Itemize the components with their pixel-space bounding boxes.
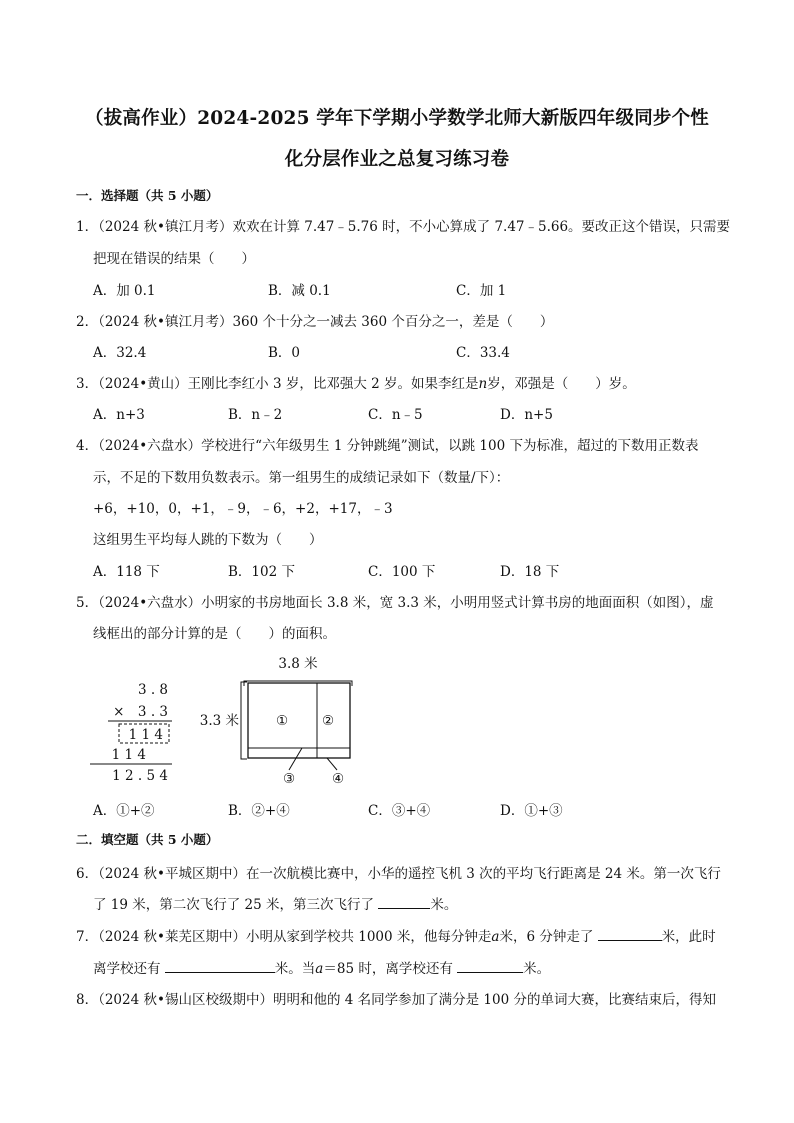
q4-option-b: B．102 下 xyxy=(228,564,295,580)
calc-partial-2: 1 1 4 xyxy=(111,747,146,763)
width-bracket xyxy=(244,681,352,686)
q1-stem-line-2: 把现在错误的结果（ ） xyxy=(93,251,255,267)
q7-line2-post: 米。 xyxy=(523,961,551,977)
q3-option-c: C．n﹣5 xyxy=(368,407,423,423)
q7-stem-line-1 xyxy=(76,925,716,945)
q4-option-d: D．18 下 xyxy=(500,564,560,580)
q5-stem-line-1: 5．（2024•六盘水）小明家的书房地面长 3.8 米，宽 3.3 米，小明用竖式计算书房的地面面积（如图），虚 xyxy=(76,595,714,611)
region-2-label: ② xyxy=(321,713,335,729)
q7-stem-line-2 xyxy=(93,957,550,977)
calc-partial-1: 1 1 4 xyxy=(128,727,163,743)
region-4-label: ④ xyxy=(331,771,345,787)
section-1-heading: 一．选择题（共 5 小题） xyxy=(76,188,219,203)
q3-variable: n xyxy=(478,376,488,392)
q7-variable-a-2: a xyxy=(315,961,324,977)
height-bracket xyxy=(241,682,247,759)
height-label: 3.3 米 xyxy=(199,713,239,729)
q3-option-a: A．n+3 xyxy=(93,407,145,423)
q3-stem-line-1 xyxy=(76,372,636,392)
width-label: 3.8 米 xyxy=(278,656,318,672)
q7-line1-pre: 7．（2024 秋•莱芜区期中）小明从家到学校共 1000 米，他每分钟走 xyxy=(76,929,492,945)
q1-option-b: B．减 0.1 xyxy=(268,283,331,299)
calc-product: 1 2 . 5 4 xyxy=(112,768,168,784)
q3-stem-post: 岁，邓强是（ ）岁。 xyxy=(487,376,636,392)
q7-line1-mid: 米，6 分钟走了 xyxy=(499,929,594,945)
calc-row-multiplier: × 3 . 3 xyxy=(113,704,168,720)
leader-3 xyxy=(289,748,302,770)
region-3-label: ③ xyxy=(282,771,296,787)
q2-option-b: B．0 xyxy=(268,345,301,361)
q4-stem-line-1: 4．（2024•六盘水）学校进行“六年级男生 1 分钟跳绳”测试，以跳 100 下为标准，超过的下数用正数表 xyxy=(76,438,699,454)
section-2-heading: 二．填空题（共 5 小题） xyxy=(76,832,219,847)
q5-option-d: D．①+③ xyxy=(500,803,563,819)
q3-stem-pre: 3．（2024•黄山）王刚比李红小 3 岁，比邓强大 2 岁。如果李红是 xyxy=(76,376,479,392)
q5-option-c: C．③+④ xyxy=(368,803,431,819)
page-title-line-1: （拔高作业）2024-2025 学年下学期小学数学北师大新版四年级同步个性 xyxy=(85,108,709,129)
q2-option-a: A．32.4 xyxy=(93,345,147,361)
q5-vertical-calculation xyxy=(90,682,172,784)
q4-stem-line-4: 这组男生平均每人跳的下数为（ ） xyxy=(93,532,323,548)
q1-option-a: A．加 0.1 xyxy=(93,283,156,299)
q4-data-line: +6，+10，0，+1，﹣9，﹣6，+2，+17，﹣3 xyxy=(93,501,393,517)
q7-line2-pre: 离学校还有 xyxy=(93,961,161,977)
q6-line2-pre: 了 19 米，第二次飞行了 25 米，第三次飞行了 xyxy=(93,897,375,913)
q7-line1-post: 米，此时 xyxy=(661,929,716,945)
floor-rectangle xyxy=(248,683,350,758)
q3-option-b: B．n﹣2 xyxy=(228,407,283,423)
q6-stem-line-2 xyxy=(93,893,457,913)
q5-stem-line-2: 线框出的部分计算的是（ ）的面积。 xyxy=(93,626,336,642)
q3-option-d: D．n+5 xyxy=(500,407,553,423)
q4-option-a: A．118 下 xyxy=(93,564,160,580)
q5-option-a: A．①+② xyxy=(93,803,155,819)
q7-answer-blank-3[interactable] xyxy=(457,959,523,973)
q7-answer-blank-2[interactable] xyxy=(165,959,275,973)
q7-variable-a: a xyxy=(491,929,500,945)
calc-row-multiplicand: 3 . 8 xyxy=(137,682,168,698)
q6-answer-blank[interactable] xyxy=(378,895,430,909)
q7-line2-mid1: 米。当 xyxy=(274,961,316,977)
region-1-label: ① xyxy=(275,713,289,729)
calc-dashed-box xyxy=(119,724,169,743)
q5-diagram-labels xyxy=(200,655,344,787)
q7-answer-blank-1[interactable] xyxy=(598,927,662,941)
q1-option-c: C．加 1 xyxy=(456,283,507,299)
q4-stem-line-2: 示，不足的下数用负数表示。第一组男生的成绩记录如下（数量/下）： xyxy=(93,470,510,486)
q2-stem-line-1: 2．（2024 秋•镇江月考）360 个十分之一减去 360 个百分之一，差是（ ） xyxy=(76,314,554,330)
q5-option-b: B．②+④ xyxy=(228,803,290,819)
leader-4 xyxy=(327,758,337,770)
q6-line2-post: 米。 xyxy=(430,897,458,913)
q7-line2-mid2: ＝85 时，离学校还有 xyxy=(323,961,453,977)
q8-stem-line-1: 8．（2024 秋•锡山区校级期中）明明和他的 4 名同学参加了满分是 100 分的单词大赛，比赛结束后，得知 xyxy=(76,992,716,1008)
q6-stem-line-1: 6．（2024 秋•平城区期中）在一次航模比赛中，小华的遥控飞机 3 次的平均飞行距离是 24 米。第一次飞行 xyxy=(76,866,721,882)
q2-option-c: C．33.4 xyxy=(456,345,510,361)
q4-option-c: C．100 下 xyxy=(368,564,436,580)
q5-area-diagram xyxy=(241,681,352,770)
q1-stem-line-1: 1．（2024 秋•镇江月考）欢欢在计算 7.47﹣5.76 时，不小心算成了 7.47﹣5.66。要改正这个错误，只需要 xyxy=(76,219,731,235)
page-title-line-2: 化分层作业之总复习练习卷 xyxy=(284,149,510,170)
